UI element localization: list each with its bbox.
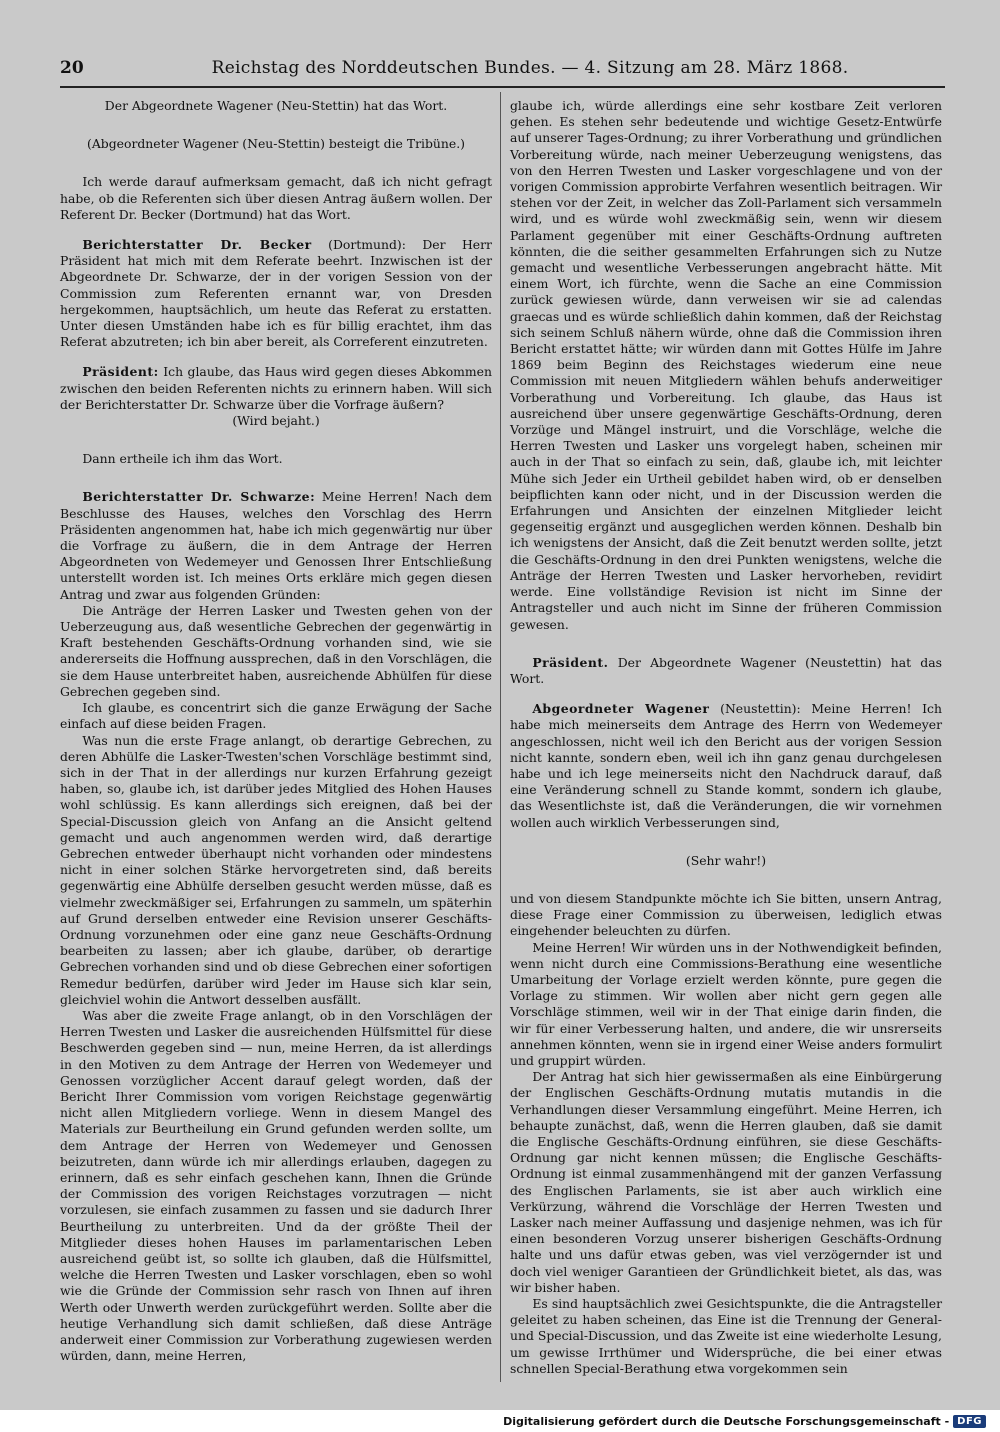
speech-paragraph — [510, 655, 942, 687]
paragraph: Meine Herren! Wir würden uns in der Nothwendigkeit befinden, wenn nicht durch eine Commissions-Berathung eine wesentliche Umarbeitung der Vorlage erzielt werden könnte, pure gegen die Vorlage zu stimmen. Wir wollen aber nicht gern gegen alle Vorschläge stimmen, weil wir in der That einige darin finden, die wir für einer Verbesserung halten, und andere, die wir unsrerseits annehmen könnten, wenn sie in irgend einer Weise anders formulirt und gruppirt würden. — [510, 939, 942, 1068]
dfg-logo: DFG — [953, 1415, 986, 1428]
stage-direction: (Wird bejaht.) — [232, 413, 320, 429]
paragraph: Es sind hauptsächlich zwei Gesichtspunkte, die die Antragsteller geleitet zu haben scheinen, das Eine ist die Trennung der General- und Special-Discussion, und das Zweite ist eine wiederholte Lesung, um gewisse Irrthümer und Widersprüche, die bei einer etwas schnellen Special-Berathung etwa vorgekommen sein — [510, 1296, 942, 1376]
stage-direction: (Sehr wahr!) — [685, 852, 767, 868]
speech-paragraph — [60, 237, 492, 350]
paragraph: Was nun die erste Frage anlangt, ob derartige Gebrechen, zu deren Abhülfe die Lasker-Twesten'schen Vorschläge bestimmt sind, sich in der That in der allerdings nur kurzen Erfahrung gezeigt haben, so, glaube ich, ist darüber jedes Mitglied des Hohen Hauses wohl schlüssig. Es kann allerdings sich ereignen, daß bei der Special-Discussion gleich von Anfang an die Ansicht geltend gemacht und auch angenommen werden wird, daß derartige Gebrechen entweder überhaupt nicht vorhanden oder mindestens nicht in einer solchen Stärke hervorgetreten sind, daß bereits gegenwärtig eine Abhülfe derselben gesucht werden müsse, daß es vielmehr zweckmäßiger sei, Erfahrungen zu sammeln, um späterhin auf Grund derselben entweder eine Revision unserer Geschäfts-Ordnung vorzunehmen oder eine ganz neue Geschäfts-Ordnung bearbeiten zu lassen; aber ich glaube, darüber, ob derartige Gebrechen vorhanden sind und ob diese Gebrechen einer sofortigen Remedur bedürfen, darüber wird Jeder im Hause sich klar sein, gleichviel wohin die Antwort desselben ausfällt. — [60, 732, 492, 1007]
speech-text: (Dortmund): Der Herr Präsident hat mich mit dem Referate beehrt. Inzwischen ist der Abgeordnete Dr. Schwarze, der in der vorigen Session von der Commission zum Referenten ernannt war, von Dresden hergekommen, hauptsächlich, um heute das Referat zu erstatten. Unter diesen Umständen habe ich es für billig erachtet, ihm das Referat abzutreten; ich bin aber bereit, als Correferent einzutreten. — [60, 237, 492, 350]
column-divider — [500, 92, 501, 1382]
running-title: Reichstag des Norddeutschen Bundes. — 4. Sitzung am 28. März 1868. — [211, 58, 849, 78]
footer-credit: Digitalisierung gefördert durch die Deutsche Forschungsgemeinschaft - — [503, 1414, 950, 1428]
speech-paragraph — [510, 701, 942, 831]
speech-text: Meine Herren! Nach dem Beschlusse des Hauses, welches den Vorschlag des Herrn Präsidenten angenommen hat, habe ich mich gegenwärtig nur über die Vorfrage zu äußern, die in dem Antrage der Herren Abgeordneten von Wedemeyer und Genossen Ihrer Entschließung unterstellt worden ist. Ich meines Orts erkläre mich gegen diesen Antrag und zwar aus folgenden Gründen: — [60, 489, 492, 602]
paragraph: Was aber die zweite Frage anlangt, ob in den Vorschlägen der Herren Twesten und Lasker die ausreichenden Hülfsmittel für diese Beschwerden gegeben sind — nun, meine Herren, da ist allerdings in den Motiven zu dem Antrage der Herren von Wedemeyer und Genossen vorzüglicher Accent darauf gelegt worden, daß der Bericht Ihrer Commission vom vorigen Reichstage gegenwärtig nicht allen Mitgliedern vorliege. Wenn in diesem Mangel des Materials zur Beurtheilung ein Grund gefunden werden sollte, um dem Antrage der Herren von Wedemeyer und Genossen beizutreten, dann würde ich mir allerdings erlauben, dagegen zu erinnern, daß es sehr einfach geschehen kann, Ihnen die Gründe der Commission des vorigen Reichstages vorzutragen — nicht vorzulesen, sie einfach zusammen zu fassen und sie dadurch Ihrer Beurtheilung zu unterbreiten. Und da der größte Theil der Mitglieder dieses hohen Hauses im parlamentarischen Leben ausreichend geübt ist, so sollte ich glauben, daß die Hülfsmittel, welche die Herren Twesten und Lasker vorschlagen, eben so wohl wie die Gründe der Commission sehr rasch von Ihnen auf ihren Werth oder Unwerth werden zurückgeführt werden. Sollte aber die heutige Verhandlung sich damit schließen, daß diese Anträge anderweit einer Commission zur Vorberathung zugewiesen werden würden, dann, meine Herren, — [60, 1007, 492, 1364]
right-column — [510, 98, 942, 1377]
stage-direction: (Abgeordneter Wagener (Neu-Stettin) besteigt die Tribüne.) — [87, 136, 465, 152]
speaker-name: Berichterstatter Dr. Becker — [82, 237, 312, 253]
announcement: Der Abgeordnete Wagener (Neu-Stettin) hat das Wort. — [104, 98, 448, 113]
speech-text: (Neustettin): Meine Herren! Ich habe mich meinerseits dem Antrage des Herrn von Wedemeyer angeschlossen, nicht weil ich den Bericht aus der vorigen Session nicht kannte, sondern eben, weil ich ihn ganz genau durchgelesen habe und ich lege meinerseits nicht den Nachdruck darauf, daß eine Veränderung schnell zu Stande kommt, sondern ich glaube, das Wesentlichste ist, daß die Veränderungen, die wir vornehmen wollen auch wirklich Verbesserungen sind, — [510, 701, 942, 830]
speaker-name: Präsident: — [82, 364, 159, 380]
paragraph: Der Antrag hat sich hier gewissermaßen als eine Einbürgerung der Englischen Geschäfts-Ordnung mutatis mutandis in die Verhandlungen dieser Versammlung eingeführt. Meine Herren, ich behaupte zunächst, daß, wenn die Herren glauben, daß sie damit die Englische Geschäfts-Ordnung einführen, sie diese Geschäfts-Ordnung gar nicht kennen müssen; die Englische Geschäfts-Ordnung ist einmal zusammenhängend mit der ganzen Verfassung des Englischen Parlaments, sie ist aber auch wirklich eine Verkürzung, während die Vorschläge der Herren Twesten und Lasker nach meiner Auffassung und dasjenige nehmen, was ich für einen besonderen Vorzug unserer bisherigen Geschäfts-Ordnung halte und uns dafür etwas geben, was viel verzögernder ist und doch viel weniger Garantieen der Gründlichkeit bietet, als das, was wir bisher haben. — [510, 1069, 942, 1295]
speaker-name: Präsident. — [532, 654, 609, 670]
paragraph: glaube ich, würde allerdings eine sehr kostbare Zeit verloren gehen. Es stehen sehr bedeutende und wichtige Gesetz-Entwürfe auf unserer Tages-Ordnung; zu ihrer Vorberathung und gründlichen Vorbereitung würde, nach meiner Ueberzeugung wenigstens, das von den Herren Twesten und Lasker vorgeschlagene und von der vorigen Commission approbirte Verfahren wesentlich beitragen. Wir stehen vor der Zeit, in welcher das Zoll-Parlament sich versammeln wird, und es würde wohl zweckmäßig sein, wenn wir diesem Parlament gegenüber mit einer Geschäfts-Ordnung auftreten könnten, die die seither gesammelten Erfahrungen sich zu Nutze gemacht und wesentliche Verbesserungen angebracht hätte. Mit einem Wort, ich fürchte, wenn die Sache an eine Commission zurück gewiesen würde, dann verweisen wir sie ad calendas graecas und es würde schließlich dahin kommen, daß der Reichstag sich seinem Schluß nähern würde, ohne daß die Commission ihren Bericht erstattet hätte; wir würden dann mit Gottes Hülfe im Jahre 1869 beim Beginn des Reichstages wiederum eine neue Commission mit neuen Mitgliedern wählen behufs anderweitiger Vorberathung und Vorbereitung. Ich glaube, das Haus ist ausreichend über unsere gegenwärtige Geschäfts-Ordnung, deren Vorzüge und Mängel instruirt, und die Vorschläge, welche die Herren Twesten und Lasker uns vorgelegt haben, scheinen mir auch in der That so einfach zu sein, daß, glaube ich, mit leichter Mühe sich Jeder ein Urtheil gebildet haben wird, ob er denselben beipflichten kann oder nicht, und in der Discussion werden die Erfahrungen und Ansichten der einzelnen Mitglieder leicht gegenseitig ergänzt und ausgeglichen werden können. Deshalb bin ich wenigstens der Ansicht, daß die Zeit benutzt werden sollte, jetzt die Geschäfts-Ordnung in den drei Punkten wenigstens, welche die Anträge der Herren Twesten und Lasker hervorheben, revidirt werde. Eine vollständige Revision ist nicht im Sinne der Antragsteller und auch nicht im Sinne der früheren Commission gewesen. — [510, 98, 942, 632]
speech-text: Ich glaube, das Haus wird gegen dieses Abkommen zwischen den beiden Referenten nichts zu erinnern haben. Will sich der Berichterstatter Dr. Schwarze über die Vorfrage äußern? — [60, 364, 492, 412]
page-number: 20 — [60, 58, 84, 78]
speaker-name: Abgeordneter Wagener — [532, 701, 710, 717]
speech-paragraph — [60, 364, 492, 413]
paragraph: Die Anträge der Herren Lasker und Twesten gehen von der Ueberzeugung aus, daß wesentliche Gebrechen der gegenwärtig in Kraft bestehenden Geschäfts-Ordnung vorhanden sind, wie sie andererseits die Hoffnung aussprechen, daß in den Vorschlägen, die sie dem Hause unterbreitet haben, ausreichende Abhülfen für diese Gebrechen gegeben sind. — [60, 602, 492, 699]
speaker-name: Berichterstatter Dr. Schwarze: — [82, 489, 316, 505]
speech-paragraph — [60, 489, 492, 602]
paragraph: Ich glaube, es concentrirt sich die ganze Erwägung der Sache einfach auf diese beiden Fragen. — [60, 700, 492, 732]
speech-text: Der Abgeordnete Wagener (Neustettin) hat das Wort. — [510, 654, 942, 686]
left-column — [60, 98, 492, 1364]
page-header — [60, 58, 940, 78]
paragraph: Ich werde darauf aufmerksam gemacht, daß ich nicht gefragt habe, ob die Referenten sich über diesen Antrag äußern wollen. Der Referent Dr. Becker (Dortmund) hat das Wort. — [60, 174, 492, 222]
header-rule — [60, 86, 945, 88]
footer-bar — [0, 1410, 1000, 1432]
paragraph: und von diesem Standpunkte möchte ich Sie bitten, unsern Antrag, diese Frage einer Commission zu überweisen, lediglich etwas eingehender beleuchten zu dürfen. — [510, 890, 942, 939]
paragraph: Dann ertheile ich ihm das Wort. — [82, 451, 283, 467]
